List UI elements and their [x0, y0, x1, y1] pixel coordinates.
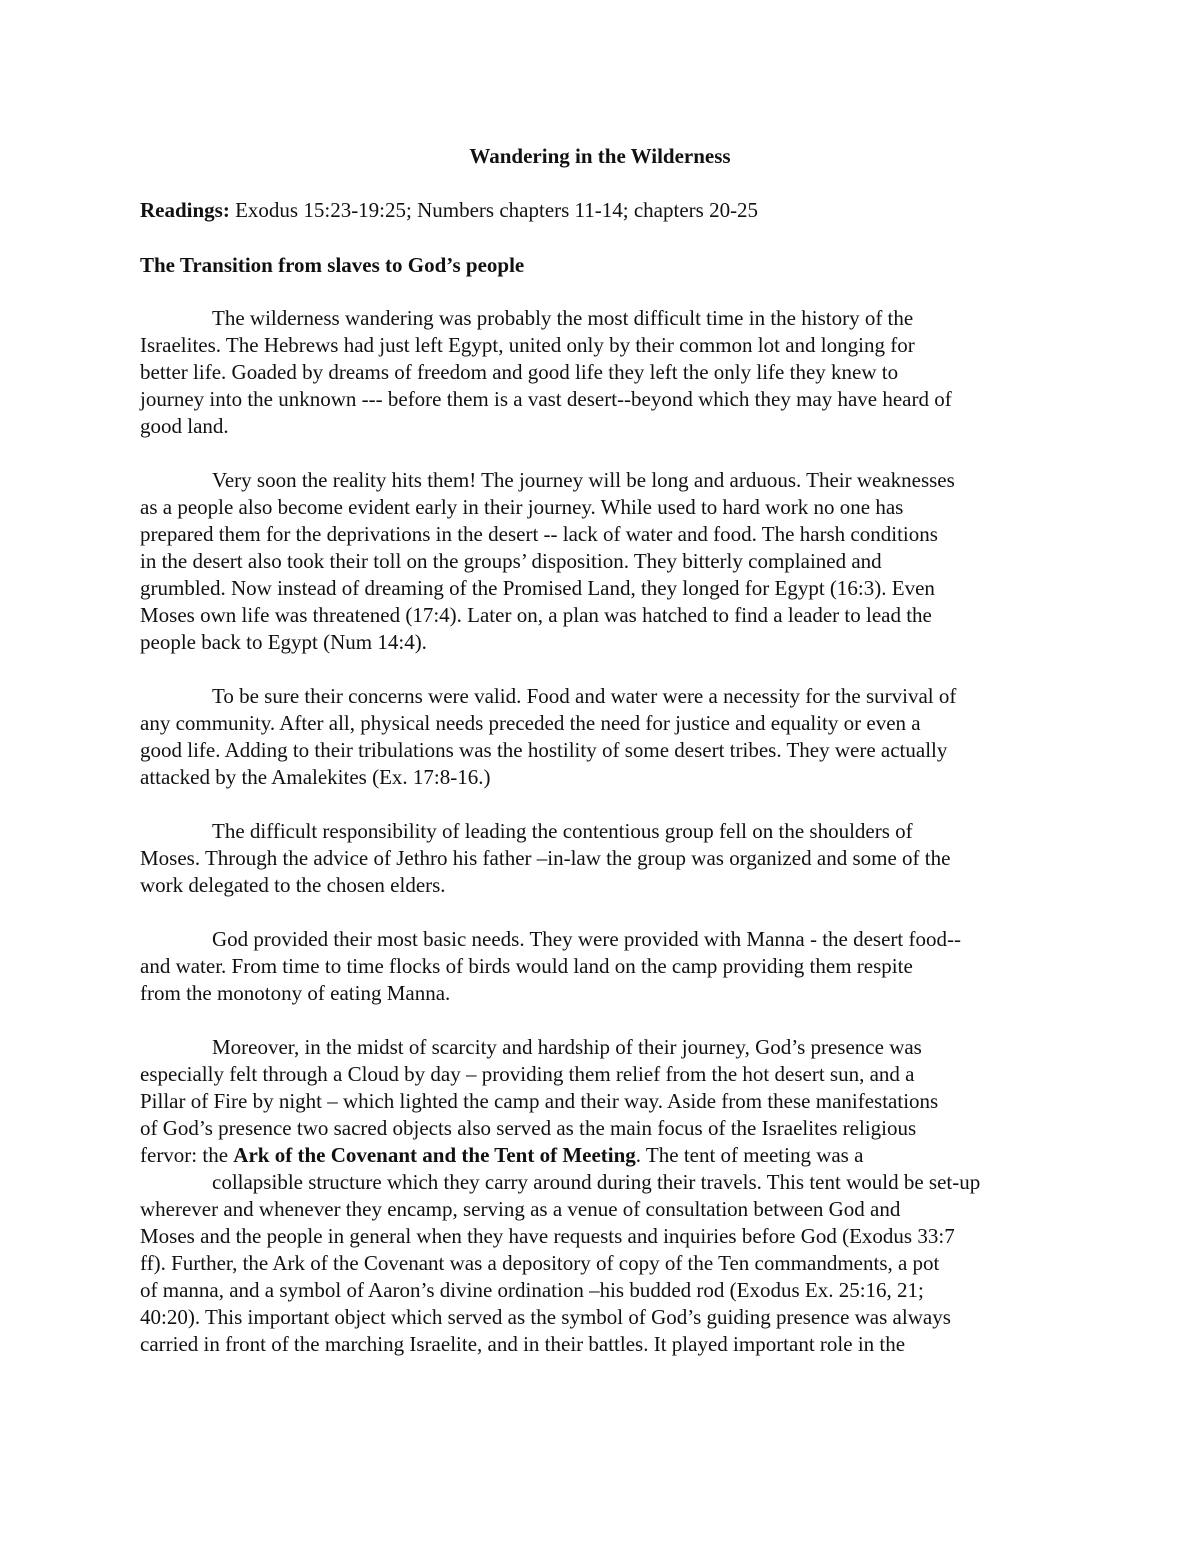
readings-line — [140, 197, 1060, 224]
paragraph — [140, 818, 1060, 899]
paragraph-line: good land. — [140, 414, 229, 438]
paragraph-line: collapsible structure which they carry around during their travels. This tent would be set-up — [212, 1170, 981, 1194]
paragraph-final — [140, 1034, 1060, 1358]
readings-label: Readings: — [140, 198, 230, 222]
paragraph-line: people back to Egypt (Num 14:4). — [140, 630, 427, 654]
paragraph-rest — [140, 1169, 1060, 1358]
section-heading: The Transition from slaves to God’s people — [140, 253, 525, 277]
paragraph — [140, 305, 1060, 440]
paragraph-line: Israelites. The Hebrews had just left Egypt, united only by their common lot and longing for — [140, 333, 915, 357]
body-paragraphs — [140, 305, 1060, 1007]
paragraph — [140, 926, 1060, 1007]
paragraph-line: any community. After all, physical needs preceded the need for justice and equality or even a — [140, 711, 921, 735]
paragraph-line: Moses own life was threatened (17:4). Later on, a plan was hatched to find a leader to lead the — [140, 603, 932, 627]
paragraph-line: of manna, and a symbol of Aaron’s divine ordination –his budded rod (Exodus Ex. 25:16, 21; — [140, 1278, 924, 1302]
paragraph-line: in the desert also took their toll on the groups’ disposition. They bitterly complained and — [140, 549, 882, 573]
paragraph-line: wherever and whenever they encamp, serving as a venue of consultation between God and — [140, 1197, 901, 1221]
bold-phrase: Ark of the Covenant and the Tent of Meeting — [233, 1143, 636, 1167]
paragraph-line: God provided their most basic needs. They were provided with Manna - the desert food-- — [212, 927, 961, 951]
paragraph-line: prepared them for the deprivations in the desert -- lack of water and food. The harsh conditions — [140, 522, 938, 546]
paragraph-line: from the monotony of eating Manna. — [140, 981, 451, 1005]
paragraph-line: Pillar of Fire by night – which lighted the camp and their way. Aside from these manifestations — [140, 1089, 939, 1113]
paragraph-line: journey into the unknown --- before them is a vast desert--beyond which they may have heard of — [140, 387, 952, 411]
paragraph-line: 40:20). This important object which served as the symbol of God’s guiding presence was always — [140, 1305, 951, 1329]
paragraph-line: The difficult responsibility of leading the contentious group fell on the shoulders of — [212, 819, 913, 843]
paragraph-line: Moses. Through the advice of Jethro his father –in-law the group was organized and some of the — [140, 846, 951, 870]
paragraph-line: of God’s presence two sacred objects also served as the main focus of the Israelites religious — [140, 1116, 917, 1140]
paragraph-line: The wilderness wandering was probably the most difficult time in the history of the — [212, 306, 914, 330]
paragraph-line: Moreover, in the midst of scarcity and hardship of their journey, God’s presence was — [212, 1035, 922, 1059]
paragraph-line: To be sure their concerns were valid. Food and water were a necessity for the survival of — [212, 684, 957, 708]
paragraph-line: grumbled. Now instead of dreaming of the Promised Land, they longed for Egypt (16:3). Even — [140, 576, 935, 600]
inline-text: fervor: the — [140, 1143, 234, 1167]
paragraph-line: especially felt through a Cloud by day – providing them relief from the hot desert sun, and a — [140, 1062, 915, 1086]
document-title: Wandering in the Wilderness — [469, 144, 731, 168]
paragraph-line — [140, 1142, 1060, 1169]
readings-text: Exodus 15:23-19:25; Numbers chapters 11-14; chapters 20-25 — [229, 198, 759, 222]
paragraph-line: attacked by the Amalekites (Ex. 17:8-16.) — [140, 765, 491, 789]
paragraph-line: carried in front of the marching Israelite, and in their battles. It played important role in the — [140, 1332, 906, 1356]
paragraph-line: good life. Adding to their tribulations was the hostility of some desert tribes. They were actually — [140, 738, 948, 762]
paragraph-line: as a people also become evident early in their journey. While used to hard work no one has — [140, 495, 904, 519]
paragraph-line: better life. Goaded by dreams of freedom and good life they left the only life they knew to — [140, 360, 899, 384]
paragraph-line: ff). Further, the Ark of the Covenant was a depository of copy of the Ten commandments, a pot — [140, 1251, 940, 1275]
paragraph — [140, 467, 1060, 656]
paragraph — [140, 683, 1060, 791]
paragraph-line: Very soon the reality hits them! The journey will be long and arduous. Their weaknesses — [212, 468, 955, 492]
paragraph-line: Moses and the people in general when they have requests and inquiries before God (Exodus 33:7 — [140, 1224, 955, 1248]
paragraph-line: work delegated to the chosen elders. — [140, 873, 446, 897]
inline-text: . The tent of meeting was a — [635, 1143, 864, 1167]
paragraph-line: and water. From time to time flocks of birds would land on the camp providing them respite — [140, 954, 913, 978]
